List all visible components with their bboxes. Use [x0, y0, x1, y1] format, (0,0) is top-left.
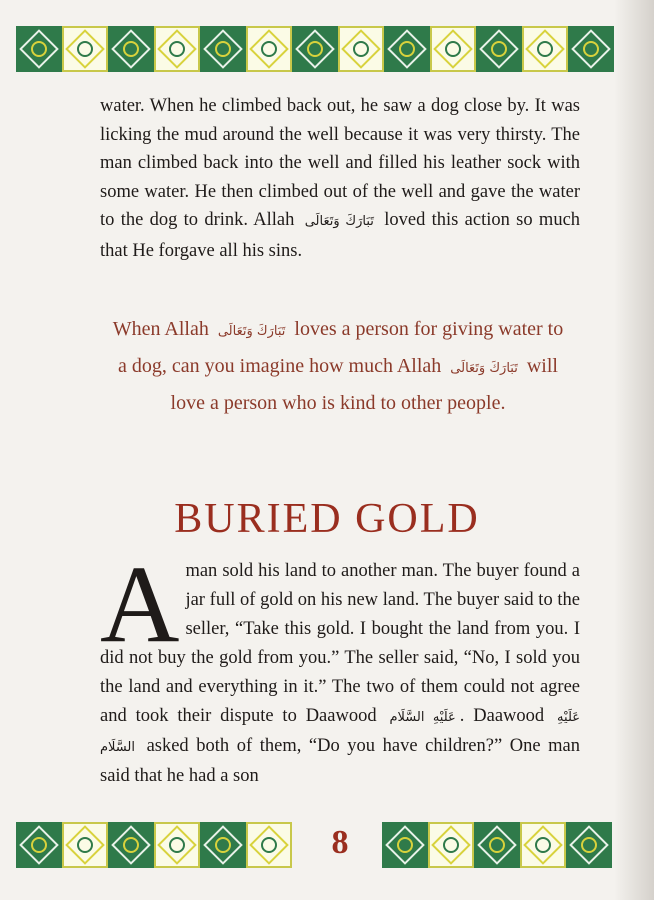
ornament-tile — [16, 822, 62, 868]
moral-text: will love a person who is kind to other people. — [170, 355, 558, 414]
ornament-tile — [292, 26, 338, 72]
arabic-honorific: تَبَارَكَ وَتَعَالَى — [304, 214, 374, 229]
ornament-tile — [246, 822, 292, 868]
ornament-tile — [246, 26, 292, 72]
page-edge-shadow — [614, 0, 654, 900]
moral-text: When Allah — [112, 318, 209, 340]
moral-highlight — [108, 312, 568, 421]
ornament-tile — [108, 822, 154, 868]
drop-cap: A — [100, 543, 180, 665]
ornament-tile — [200, 822, 246, 868]
ornament-tile — [338, 26, 384, 72]
ornament-tile — [16, 26, 62, 72]
bottom-border-left — [16, 822, 292, 868]
ornament-tile — [566, 822, 612, 868]
ornament-tile — [108, 26, 154, 72]
ornament-tile — [154, 822, 200, 868]
bottom-border-right — [382, 822, 612, 868]
ornament-tile — [520, 822, 566, 868]
section-title: BURIED GOLD — [174, 496, 480, 542]
ornament-tile — [430, 26, 476, 72]
ornament-tile — [428, 822, 474, 868]
story-text: man sold his land to another man. The buyer found a jar full of gold on his new land. The buyer said to the seller, “Take this gold. I bought the land from you. I did not buy the gold from you.” The seller said, “No, I sold you the land and everything in it.” The two of them could not agree and took their dispute to Daawood — [100, 561, 580, 726]
ornament-tile — [62, 26, 108, 72]
paragraph-text: water. When he climbed back out, he saw a dog close by. It was licking the mud around the well because it was very thirsty. The man climbed back into the well and filled his leather sock with some water. He then climbed out of the well and gave the water to the dog to drink. Allah — [100, 96, 580, 230]
story-paragraph-gold — [100, 543, 580, 791]
arabic-honorific: تَبَارَكَ وَتَعَالَى — [217, 324, 286, 339]
paragraph-text: loved this action so much that He forgave all his sins. — [100, 210, 581, 261]
ornament-tile — [62, 822, 108, 868]
story-text: . Daawood — [459, 706, 545, 726]
ornament-tile — [474, 822, 520, 868]
story-text: asked both of them, “Do you have children?” One man said that he had a son — [100, 736, 580, 786]
arabic-honorific: عَلَيْهِ السَّلَام — [389, 710, 456, 725]
arabic-honorific: عَلَيْهِ السَّلَام — [100, 710, 580, 755]
arabic-honorific: تَبَارَكَ وَتَعَالَى — [450, 361, 518, 376]
ornament-tile — [568, 26, 614, 72]
page-number: 8 — [331, 824, 349, 861]
ornament-tile — [476, 26, 522, 72]
ornament-tile — [522, 26, 568, 72]
story-paragraph-dog — [100, 92, 580, 265]
ornament-tile — [200, 26, 246, 72]
page-footer — [16, 822, 622, 868]
top-ornamental-border — [16, 26, 622, 72]
ornament-tile — [384, 26, 430, 72]
ornament-tile — [382, 822, 428, 868]
moral-text: loves a person for giving water to a dog, can you imagine how much Allah — [118, 318, 564, 377]
ornament-tile — [154, 26, 200, 72]
